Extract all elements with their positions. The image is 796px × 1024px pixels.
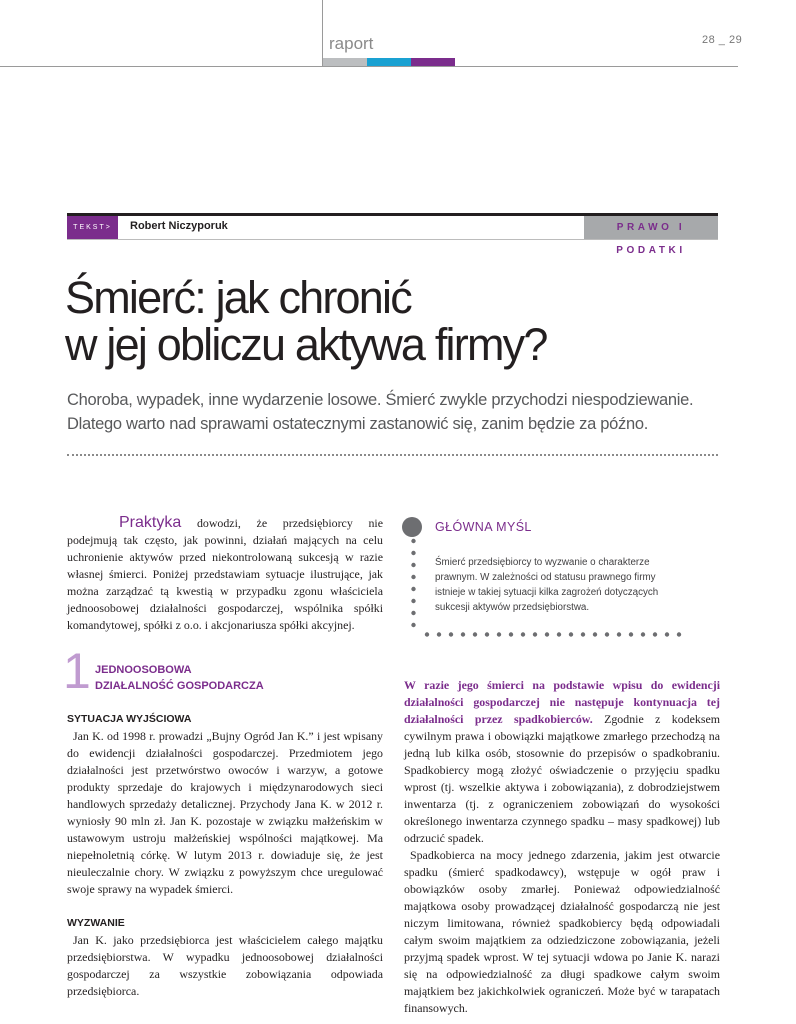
decor-dot (605, 632, 609, 636)
main-idea-dots-vertical (411, 538, 416, 628)
decor-dot (569, 632, 573, 636)
decor-dot (425, 632, 429, 636)
text-tag: TEKST> (67, 216, 118, 239)
challenge-heading: WYZWANIE (67, 917, 125, 929)
article-lead: Choroba, wypadek, inne wydarzenie losowe. Śmierć zwykle przychodzi niespodziewanie. Dlatego warto nad sprawami ostatecznymi zastanowić się, zanim będzie za późno. (67, 391, 694, 433)
decor-dot (509, 632, 513, 636)
decor-dot (497, 632, 501, 636)
decor-dot (545, 632, 549, 636)
section-label: raport (329, 34, 374, 53)
intro-body: dowodzi, że przedsiębiorcy nie podejmują tak często, jak powinni, działań mających na celu uchronienie aktywów przed niekontrolowaną sukcesją w razie własnej śmierci. Poniżej przedstawiam sytuacje ilustrujące, jak można zarządzać tą kwestią w przypadku zgonu właściciela jednoosobowej działalności gospodarczej, wspólnika spółki komandytowej, spółki z o.o. i akcjonariusza spółki akcyjnej. (67, 516, 383, 632)
intro-paragraph (67, 514, 383, 634)
byline-bottom-rule (67, 239, 718, 240)
right-column-body (404, 677, 720, 1017)
header-divider (0, 66, 738, 67)
decor-dot (473, 632, 477, 636)
header-color-bar-blue (367, 58, 411, 66)
title-line-1: Śmierć: jak chronić (65, 272, 411, 323)
decor-dot (629, 632, 633, 636)
right-paragraph-2: Spadkobierca na mocy jednego zdarzenia, jakim jest otwarcie spadku (śmierć spadkodawcy), wstępuje w ogół praw i obowiązków osoby zmarłej. Ponieważ odpowiedzialność majątkowa osoby prowadzącej działalność gospodarczą nie jest niczym limitowana, również spadkobiercy będą odpowiadali całym swoim majątkiem za odziedziczone zobowiązania, jeżeli przyjmą spadek wprost. W tej sytuacji wdowa po Janie K. narazi się na odpowiedzialność za długi spadkowe całym swoim majątkiem bez jakichkolwiek ograniczeń. Może być w tarapatach finansowych. (404, 848, 720, 1015)
challenge-text: Jan K. jako przedsiębiorca jest właścicielem całego majątku przedsiębiorstwa. W wypadku jednoosobowej działalności gospodarczej za wszystkie zobowiązania odpowiada przedsiębiorca. (67, 933, 383, 998)
decor-dot (411, 599, 415, 603)
title-line-2: w jej obliczu aktywa firmy? (65, 319, 547, 370)
decor-dot (411, 563, 415, 567)
decor-dot (617, 632, 621, 636)
decor-dot (411, 575, 415, 579)
decor-dot (677, 632, 681, 636)
decor-dot (449, 632, 453, 636)
header-divider-vertical (322, 0, 323, 66)
lead-dotted-separator (67, 454, 718, 456)
intro-lead-word: Praktyka (119, 514, 182, 531)
right-paragraph-1: Zgodnie z kodeksem cywilnym prawa i obowiązki majątkowe zmarłego przechodzą na jedną lub kilka osób, stosownie do przepisów o spadkobraniu. Spadkobiercy mogą złożyć oświadczenie o przyjęciu spadku wprost (tj. wszelkie aktywa i zobowiązania), z dobrodziejstwem inwentarza (tj. z ograniczeniem zobowiązań do wysokości określonego inwentarza czynnego spadku – masy spadkowej) lub odrzucić spadek. (404, 712, 720, 845)
decor-dot (665, 632, 669, 636)
author-name: Robert Niczyporuk (130, 220, 228, 232)
main-idea-dots-horizontal (424, 632, 684, 637)
situation-text: Jan K. od 1998 r. prowadzi „Bujny Ogród Jan K.” i jest wpisany do ewidencji działalności gospodarczej. Przedmiotem jego działalności jest przetwórstwo owoców i warzyw, a gotowe produkty sprzedaje do krajowych i międzynarodowych sieci handlowych sprzedaży detalicznej. Przychody Jana K. w 2012 r. wyniosły 90 mln zł. Jan K. pozostaje w związku małżeńskim w ustawowym ustroju małżeńskiej wspólności majątkowej. Ma niepełnoletnią córkę. W lutym 2013 r. dowiaduje się, że jest nieuleczalnie chory. W związku z powyższym chce uregulować swoje sprawy na wypadek śmierci. (67, 729, 383, 896)
decor-dot (581, 632, 585, 636)
situation-heading: SYTUACJA WYJŚCIOWA (67, 713, 192, 725)
decor-dot (641, 632, 645, 636)
main-idea-circle-icon (402, 517, 422, 537)
decor-dot (521, 632, 525, 636)
main-idea-text: Śmierć przedsiębiorcy to wyzwanie o charakterze prawnym. W zależności od statusu prawnego firmy istnieje w takiej sytuacji kilka zagrożeń dotyczących sukcesji aktywów przedsiębiorstwa. (435, 557, 659, 613)
header-color-bar-gray (323, 58, 367, 66)
decor-dot (557, 632, 561, 636)
decor-dot (411, 587, 415, 591)
decor-dot (653, 632, 657, 636)
decor-dot (437, 632, 441, 636)
section-title-line-2: DZIAŁALNOŚĆ GOSPODARCZA (95, 680, 264, 692)
decor-dot (593, 632, 597, 636)
page-numbers: 28 _ 29 (702, 34, 743, 46)
decor-dot (461, 632, 465, 636)
decor-dot (533, 632, 537, 636)
decor-dot (485, 632, 489, 636)
section-number: 1 (63, 643, 91, 699)
decor-dot (411, 611, 415, 615)
right-highlight: W razie jego śmierci na podstawie wpisu do ewidencji działalności gospodarczej nie następuje kontynuacja tej działalności przez spadkobierców. (404, 678, 720, 726)
main-idea-title: GŁÓWNA MYŚL (435, 520, 532, 534)
article-title (65, 274, 745, 368)
section-title (95, 662, 264, 694)
section-title-line-1: JEDNOOSOBOWA (95, 664, 192, 676)
decor-dot (411, 539, 415, 543)
decor-dot (411, 551, 415, 555)
left-column-body (67, 711, 383, 1000)
decor-dot (411, 623, 415, 627)
category-tag: PRAWO I PODATKI (584, 216, 718, 239)
header-color-bar-purple (411, 58, 455, 66)
